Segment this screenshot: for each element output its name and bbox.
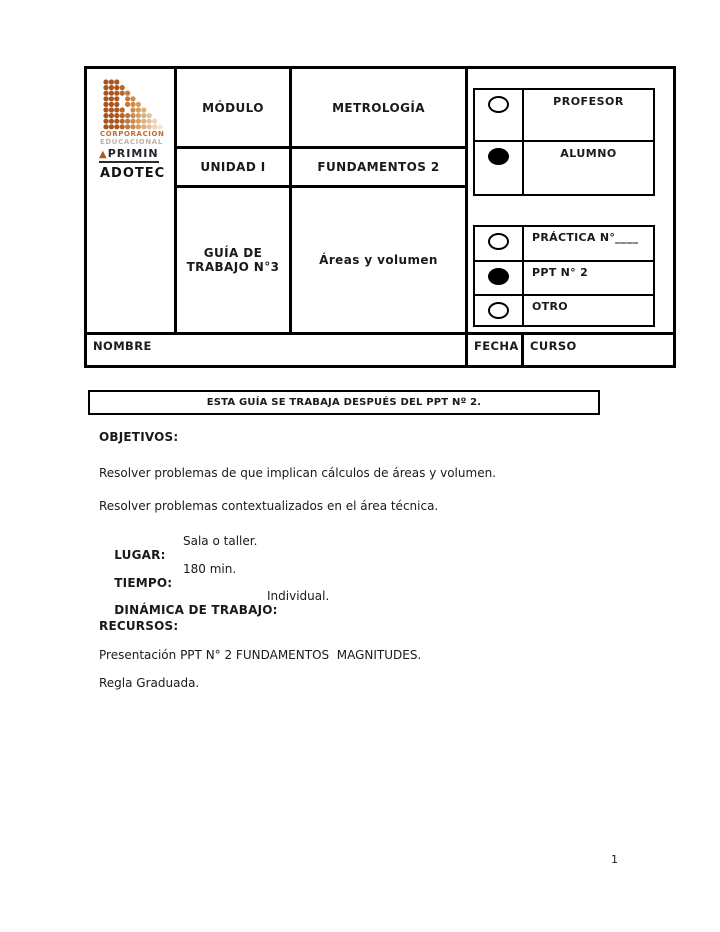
otro-label: OTRO [532, 300, 568, 313]
profesor-radio-icon [488, 96, 509, 113]
ppt-radio-icon [488, 268, 509, 285]
alumno-radio-icon [488, 148, 509, 165]
fecha-cell: FECHA [468, 335, 524, 365]
otro-radio-icon [488, 302, 509, 319]
objetivos-heading: OBJETIVOS: [99, 430, 179, 444]
dinamica-value: Individual. [267, 589, 330, 603]
check-column [468, 69, 673, 332]
lugar-label: LUGAR: [114, 548, 166, 562]
dinamica-label: DINÁMICA DE TRABAJO: [114, 603, 278, 617]
cell-unidad: UNIDAD I [177, 149, 292, 188]
alumno-circle-cell [475, 142, 524, 194]
objetivo-line-1: Resolver problemas de que implican cálculos de áreas y volumen. [99, 466, 496, 480]
recurso-line-1: Presentación PPT N° 2 FUNDAMENTOS MAGNITUDES. [99, 648, 422, 662]
activity-table [473, 225, 655, 327]
logo-adotec-text: ADOTEC [100, 166, 166, 181]
recursos-heading: RECURSOS: [99, 619, 179, 633]
aprimin-triangle-icon: ▲ [99, 149, 108, 160]
profesor-circle-cell [475, 90, 524, 142]
otro-circle-cell [475, 296, 524, 325]
logo-cell [87, 69, 177, 332]
tiempo-label: TIEMPO: [114, 576, 173, 590]
cell-metrologia: METROLOGÍA [292, 69, 468, 149]
recurso-line-2: Regla Graduada. [99, 676, 200, 690]
cell-fundamentos: FUNDAMENTOS 2 [292, 149, 468, 188]
page-number: 1 [611, 853, 618, 866]
alumno-label: ALUMNO [560, 147, 617, 160]
cell-modulo: MÓDULO [177, 69, 292, 149]
practica-radio-icon [488, 233, 509, 250]
objetivo-line-2: Resolver problemas contextualizados en el área técnica. [99, 499, 439, 513]
nombre-cell: NOMBRE [87, 335, 468, 365]
aprimin-logo-dots [102, 78, 164, 132]
header-table [84, 66, 676, 368]
cell-guia: GUÍA DE TRABAJO N°3 [177, 188, 292, 332]
cell-tema: Áreas y volumen [292, 188, 468, 332]
curso-cell: CURSO [530, 339, 577, 353]
notice-box [88, 390, 600, 415]
logo-educacional-text: EDUCACIONAL [100, 138, 163, 146]
ppt-label: PPT N° 2 [524, 262, 653, 296]
audience-table [473, 88, 655, 196]
dinamica-row [99, 589, 619, 645]
tiempo-value: 180 min. [183, 562, 237, 576]
practica-label: PRÁCTICA N°____ [524, 227, 653, 262]
ppt-circle-cell [475, 262, 524, 296]
footer-row [87, 332, 673, 365]
practica-circle-cell [475, 227, 524, 262]
logo-aprimin-text: ▲PRIMIN [99, 147, 159, 163]
notice-text: ESTA GUÍA SE TRABAJA DESPUÉS DEL PPT Nº 2. [206, 397, 482, 408]
profesor-label: PROFESOR [524, 90, 653, 142]
lugar-value: Sala o taller. [183, 534, 258, 548]
logo-corporacion-text: CORPORACION [100, 130, 165, 138]
